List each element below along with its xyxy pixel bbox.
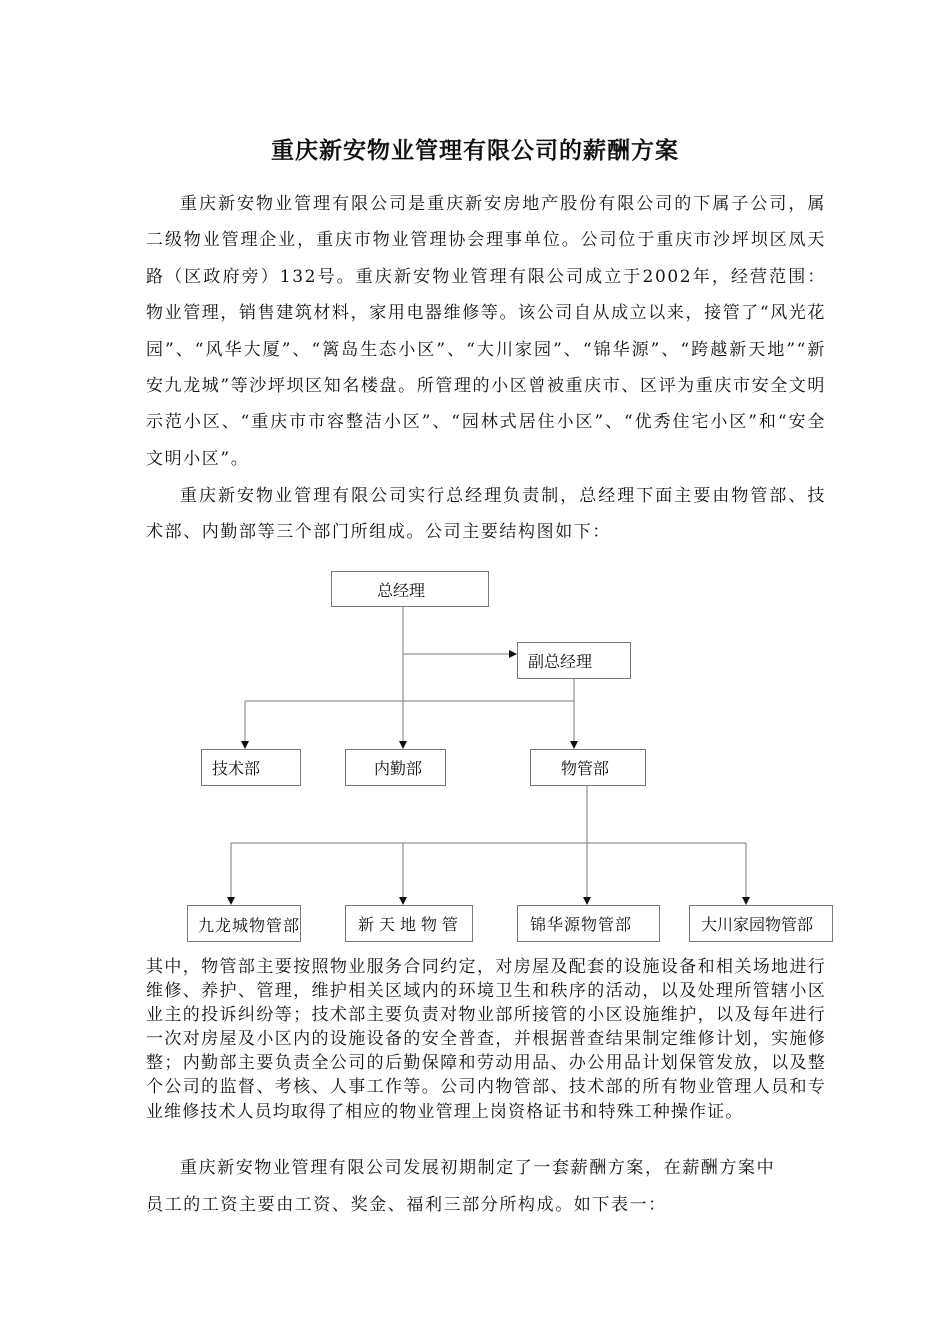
document-title: 重庆新安物业管理有限公司的薪酬方案 — [271, 138, 679, 164]
org-label-general-manager: 总经理 — [377, 580, 426, 600]
org-box-deputy-general-manager — [517, 642, 631, 679]
paragraph-structure-intro: 重庆新安物业管理有限公司实行总经理负责制，总经理下面主要由物管部、技术部、内勤部等三个部门所组成。公司主要结构图如下： — [146, 486, 826, 543]
paragraph-company-intro: 重庆新安物业管理有限公司是重庆新安房地产股份有限公司的下属子公司，属二级物业管理企业，重庆市物业管理协会理事单位。公司位于重庆市沙坪坝区凤天路（区政府旁）132号。重庆新安物业管理有限公司成立于2002年，经营范围：物业管理，销售建筑材料，家用电器维修等。该公司自从成立以来，接管了“风光花园”、“风华大厦”、“篱岛生态小区”、“大川家园”、“锦华源”、“跨越新天地”“新安九龙城”等沙坪坝区知名楼盘。所管理的小区曾被重庆市、区评为重庆市安全文明示范小区、“重庆市市容整洁小区”、“园林式居住小区”、“优秀住宅小区”和“安全文明小区”。 — [146, 194, 826, 469]
org-label-jinhuayuan: 锦华源物管部 — [530, 915, 633, 934]
org-box-general-manager — [331, 571, 489, 607]
org-label-deputy-general-manager: 副总经理 — [528, 652, 593, 671]
org-box-property-management — [530, 749, 646, 786]
paragraph-salary-intro-line2: 员工的工资主要由工资、奖金、福利三部分所构成。如下表一： — [146, 1195, 667, 1215]
org-label-jiulongcheng: 九龙城物管部 — [198, 916, 301, 935]
org-label-internal-affairs: 内勤部 — [374, 759, 423, 778]
org-box-technical — [201, 749, 301, 786]
paragraph-salary-intro-line1: 重庆新安物业管理有限公司发展初期制定了一套薪酬方案，在薪酬方案中 — [180, 1158, 776, 1178]
org-label-property-management: 物管部 — [561, 759, 610, 778]
org-box-jiulongcheng — [187, 905, 301, 942]
paragraph-department-duties: 其中，物管部主要按照物业服务合同约定，对房屋及配套的设施设备和相关场地进行维修、养护、管理，维护相关区域内的环境卫生和秩序的活动，以及处理所管辖小区业主的投诉纠纷等；技术部主要负责对物业部所接管的小区设施维护，以及每年进行一次对房屋及小区内的设施设备的安全普查，并根据普查结果制定维修计划，实施修整；内勤部主要负责全公司的后勤保障和劳动用品、办公用品计划保管发放，以及整个公司的监督、考核、人事工作等。公司内物管部、技术部的所有物业管理人员和专业维修技术人员均取得了相应的物业管理上岗资格证书和特殊工种操作证。 — [146, 957, 826, 1122]
org-label-xintiandi: 新天地物管 — [358, 915, 464, 934]
org-label-dachuanjiayuan: 大川家园物管部 — [701, 915, 814, 934]
org-label-technical: 技术部 — [212, 759, 261, 778]
org-box-dachuanjiayuan — [689, 905, 833, 942]
org-box-internal-affairs — [345, 749, 446, 786]
org-box-xintiandi — [345, 905, 473, 942]
org-box-jinhuayuan — [517, 905, 660, 942]
